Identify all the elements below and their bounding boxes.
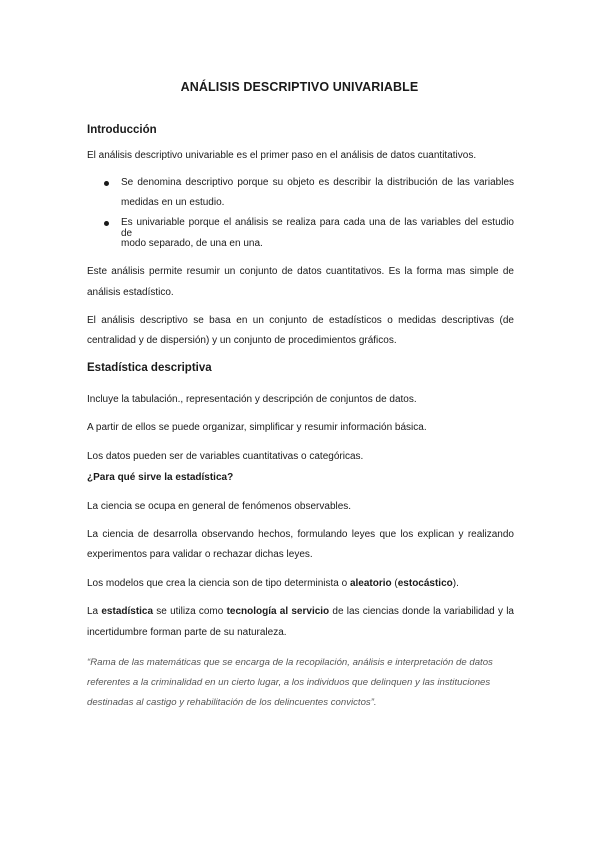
p7-text-a: La (87, 606, 102, 617)
question-heading: ¿Para qué sirve la estadística? (87, 472, 234, 483)
descriptiva-paragraph-2: A partir de ellos se puede organizar, simplificar y resumir información básica. (87, 422, 427, 433)
p7-text-c: se utiliza como (153, 606, 227, 617)
intro-paragraph-1: El análisis descriptivo univariable es el primer paso en el análisis de datos cuantitativos. (87, 150, 477, 161)
p7-text-e: de las ciencias donde la variabilidad y la (329, 606, 514, 617)
heading-estadistica-descriptiva: Estadística descriptiva (87, 362, 212, 374)
descriptiva-paragraph-4: La ciencia se ocupa en general de fenómenos observables. (87, 501, 352, 512)
p7-bold-estadistica: estadística (101, 606, 154, 617)
p6-text-e: ). (452, 578, 459, 589)
bullet-1-line-2: medidas en un estudio. (121, 197, 225, 208)
document-title: ANÁLISIS DESCRIPTIVO UNIVARIABLE (180, 80, 419, 94)
descriptiva-paragraph-7-line-1 (87, 606, 514, 617)
intro-paragraph-3-line-2: centralidad y de dispersión) y un conjunto de procedimientos gráficos. (87, 335, 397, 346)
p6-text-a: Los modelos que crea la ciencia son de tipo determinista o (87, 578, 350, 589)
descriptiva-paragraph-5-line-1: La ciencia de desarrolla observando hechos, formulando leyes que los explican y realizando (87, 529, 514, 540)
bullet-2-line-1: Es univariable porque el análisis se realiza para cada una de las variables del estudio de (121, 217, 514, 239)
intro-paragraph-2-line-1: Este análisis permite resumir un conjunto de datos cuantitativos. Es la forma mas simple de (87, 266, 514, 277)
bullet-2-line-2: modo separado, de una en una. (121, 238, 263, 249)
bullet-icon (104, 181, 109, 186)
descriptiva-paragraph-7-line-2: incertidumbre forman parte de su naturaleza. (87, 627, 287, 638)
quote-line-1: “Rama de las matemáticas que se encarga de la recopilación, análisis e interpretación de datos (87, 657, 493, 668)
descriptiva-paragraph-1: Incluye la tabulación., representación y descripción de conjuntos de datos. (87, 394, 417, 405)
descriptiva-paragraph-5-line-2: experimentos para validar o rechazar dichas leyes. (87, 549, 313, 560)
heading-introduccion: Introducción (87, 124, 157, 136)
p6-bold-estocastico: estocástico (397, 578, 453, 589)
bullet-1-line-1: Se denomina descriptivo porque su objeto es describir la distribución de las variables (121, 177, 514, 188)
p6-bold-aleatorio: aleatorio (349, 578, 392, 589)
descriptiva-paragraph-3: Los datos pueden ser de variables cuantitativas o categóricas. (87, 451, 364, 462)
quote-line-2: referentes a la criminalidad en un cierto lugar, a los individuos que delinquen y las instituciones (87, 677, 491, 688)
descriptiva-paragraph-6 (87, 578, 459, 589)
p6-text-c: ( (391, 578, 398, 589)
intro-paragraph-2-line-2: análisis estadístico. (87, 287, 174, 298)
bullet-icon (104, 221, 109, 226)
p7-bold-tecnologia: tecnología al servicio (226, 606, 330, 617)
intro-paragraph-3-line-1: El análisis descriptivo se basa en un conjunto de estadísticos o medidas descriptivas (de (87, 315, 514, 326)
quote-line-3: destinadas al castigo y rehabilitación de los delincuentes convictos”. (87, 697, 377, 708)
